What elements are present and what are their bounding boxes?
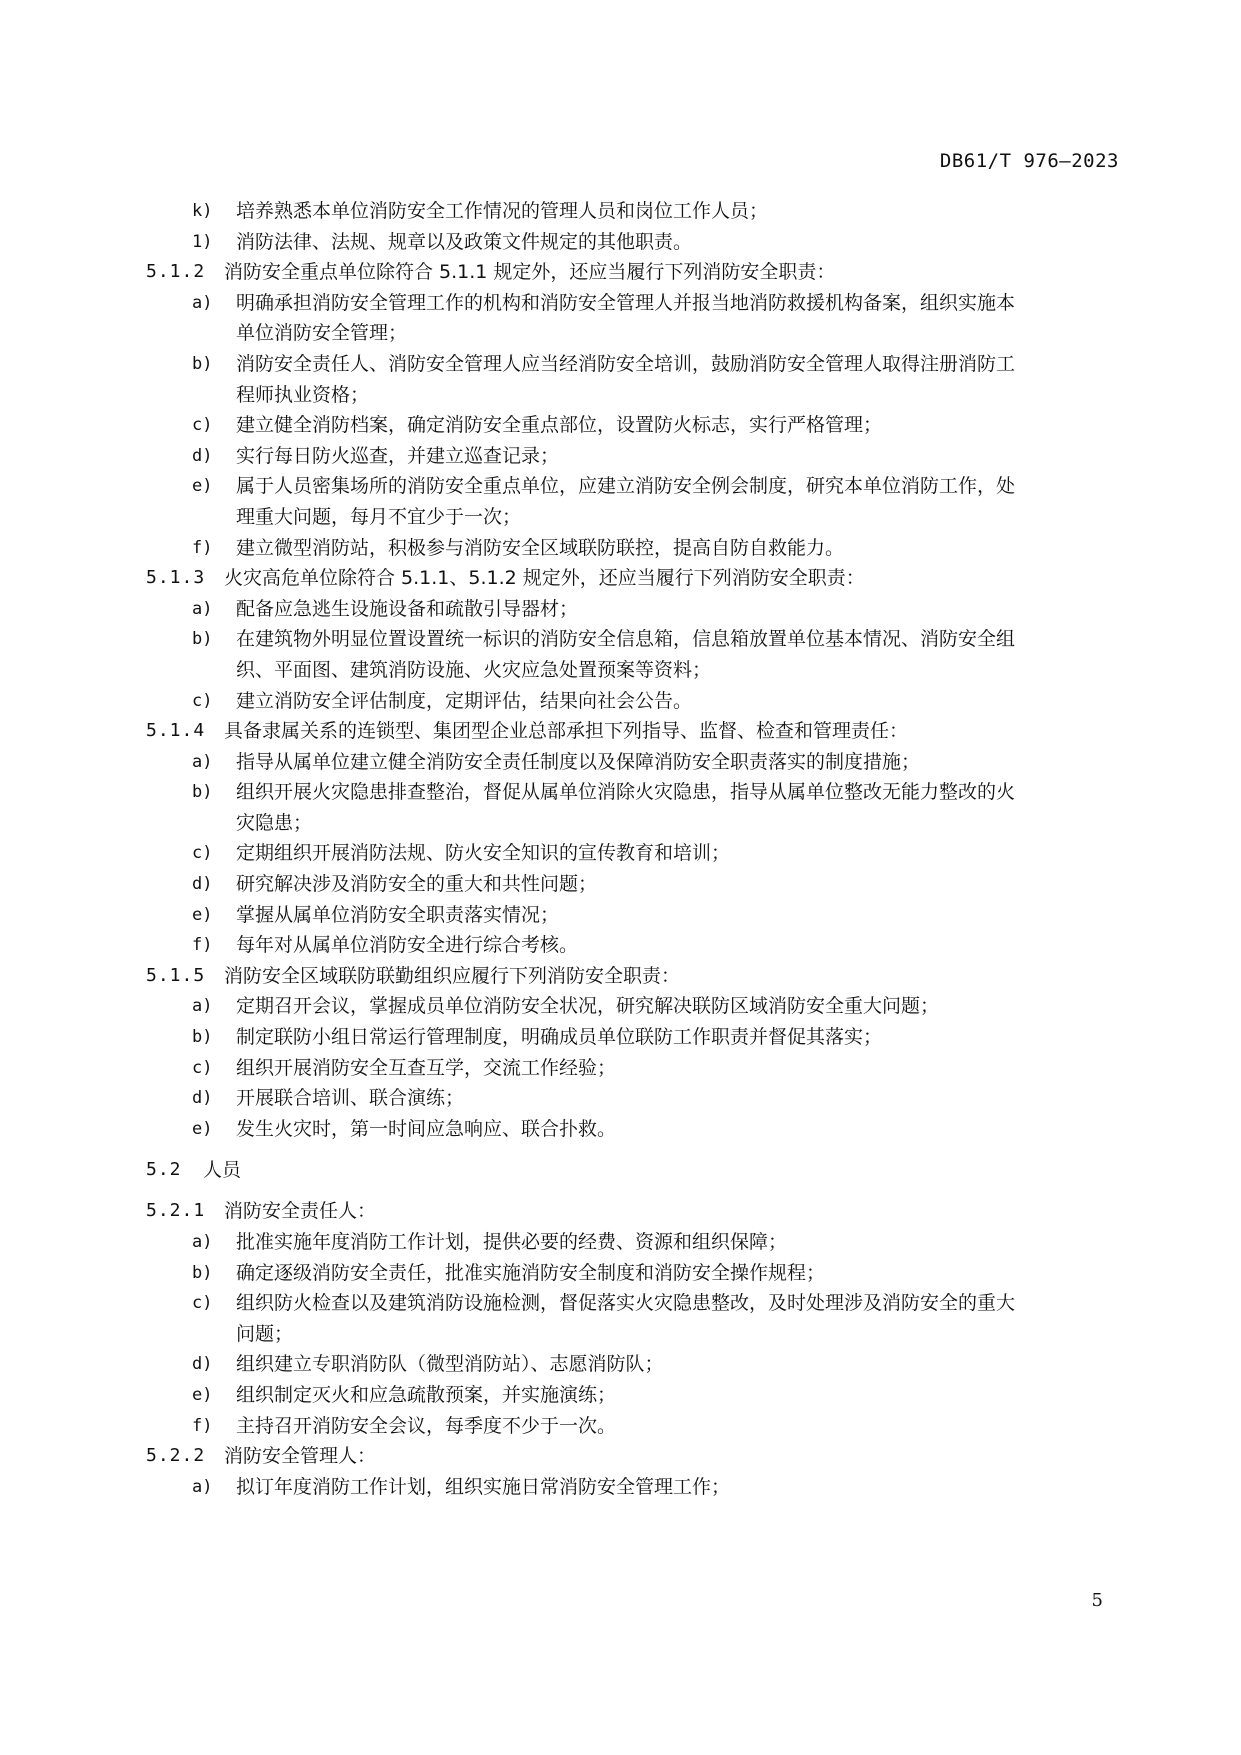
list-item	[0, 227, 1241, 258]
list-item-text: 批准实施年度消防工作计划，提供必要的经费、资源和组织保障；	[236, 1231, 788, 1253]
list-marker: a)	[192, 751, 213, 772]
list-item-text: 定期组织开展消防法规、防火安全知识的宣传教育和培训；	[236, 842, 731, 865]
clause-number: 5.2.1	[146, 1200, 206, 1222]
list-item-text: 组织开展火灾隐患排查整治，督促从属单位消除火灾隐患，指导从属单位整改无能力整改的火	[236, 781, 1016, 804]
document-code: DB61/T 976—2023	[939, 150, 1119, 172]
list-item	[0, 1022, 1241, 1053]
list-item	[0, 1380, 1241, 1411]
list-item-text: 建立健全消防档案，确定消防安全重点部位，设置防火标志，实行严格管理；	[236, 414, 883, 437]
list-marker: e)	[192, 904, 213, 925]
clause-text: 消防安全管理人：	[224, 1445, 377, 1468]
list-item	[0, 991, 1241, 1022]
clause-number: 5.1.5	[146, 964, 206, 986]
clause-text: 火灾高危单位除符合 5.1.1、5.1.2 规定外，还应当履行下列消防安全职责：	[224, 567, 865, 590]
list-item-continuation	[0, 502, 1241, 533]
list-item	[0, 594, 1241, 625]
list-marker: a)	[192, 598, 213, 619]
list-item-continuation	[0, 318, 1241, 349]
list-item-continuation	[0, 1319, 1241, 1350]
list-item-text: 实行每日防火巡查，并建立巡查记录；	[236, 444, 560, 467]
page-number: 5	[1091, 1590, 1103, 1611]
list-marker: b)	[192, 782, 213, 803]
list-item	[0, 1258, 1241, 1289]
list-item	[0, 410, 1241, 441]
continuation-text: 灾隐患；	[236, 811, 313, 834]
section-title: 人员	[203, 1159, 242, 1182]
list-item	[0, 471, 1241, 502]
list-marker: b)	[192, 353, 213, 374]
list-item	[0, 1053, 1241, 1084]
list-item-text: 建立微型消防站，积极参与消防安全区域联防联控，提高自防自救能力。	[236, 536, 845, 559]
list-item-continuation	[0, 655, 1241, 686]
list-item-text: 主持召开消防安全会议，每季度不少于一次。	[236, 1414, 617, 1437]
list-item	[0, 1472, 1241, 1503]
document-body	[0, 196, 1241, 1502]
list-marker: e)	[192, 1384, 213, 1405]
list-marker: d)	[192, 874, 213, 895]
continuation-text: 问题；	[236, 1322, 294, 1345]
clause-text: 消防安全重点单位除符合 5.1.1 规定外，还应当履行下列消防安全职责：	[224, 261, 836, 284]
list-item-text: 组织防火检查以及建筑消防设施检测，督促落实火灾隐患整改，及时处理涉及消防安全的重大	[236, 1292, 1016, 1315]
list-item	[0, 869, 1241, 900]
list-item-text: 开展联合培训、联合演练；	[236, 1087, 465, 1110]
list-item	[0, 1114, 1241, 1145]
list-item-continuation	[0, 808, 1241, 839]
list-item-continuation	[0, 380, 1241, 411]
list-item	[0, 1288, 1241, 1319]
clause-line	[0, 961, 1241, 992]
list-item-text: 组织开展消防安全互查互学，交流工作经验；	[236, 1056, 617, 1079]
list-item-text: 消防法律、法规、规章以及政策文件规定的其他职责。	[236, 230, 693, 253]
section-heading	[0, 1144, 1241, 1196]
list-item-text: 组织制定灭火和应急疏散预案，并实施演练；	[236, 1383, 617, 1406]
list-item-text: 确定逐级消防安全责任，批准实施消防安全制度和消防安全操作规程；	[236, 1261, 826, 1284]
list-item-text: 培养熟悉本单位消防安全工作情况的管理人员和岗位工作人员；	[236, 200, 769, 222]
clause-text: 消防安全责任人：	[224, 1200, 377, 1223]
list-item-text: 研究解决涉及消防安全的重大和共性问题；	[236, 873, 598, 896]
list-item	[0, 930, 1241, 961]
clause-number: 5.1.2	[146, 261, 206, 283]
list-marker: b)	[192, 1027, 213, 1048]
list-marker: d)	[192, 445, 213, 466]
list-marker: f)	[192, 1415, 213, 1436]
list-marker: c)	[192, 690, 213, 711]
list-marker: 1)	[192, 231, 213, 252]
list-marker: c)	[192, 1057, 213, 1078]
list-item-text: 属于人员密集场所的消防安全重点单位，应建立消防安全例会制度，研究本单位消防工作，处	[236, 475, 1016, 498]
list-item	[0, 1411, 1241, 1442]
list-item-text: 指导从属单位建立健全消防安全责任制度以及保障消防安全职责落实的制度措施；	[236, 750, 921, 773]
clause-text: 具备隶属关系的连锁型、集团型企业总部承担下列指导、监督、检查和管理责任：	[224, 720, 909, 743]
list-marker: e)	[192, 1118, 213, 1139]
continuation-text: 理重大问题，每月不宜少于一次；	[236, 505, 522, 528]
list-item	[0, 288, 1241, 319]
list-marker: a)	[192, 1476, 213, 1497]
clause-line	[0, 1441, 1241, 1472]
list-item	[0, 533, 1241, 564]
list-item	[0, 196, 1241, 227]
list-item-text: 定期召开会议，掌握成员单位消防安全状况，研究解决联防区域消防安全重大问题；	[236, 995, 940, 1018]
clause-line	[0, 1196, 1241, 1227]
list-marker: d)	[192, 1088, 213, 1109]
list-item-text: 发生火灾时，第一时间应急响应、联合扑救。	[236, 1117, 617, 1140]
list-marker: c)	[192, 1293, 213, 1314]
clause-number: 5.1.3	[146, 567, 206, 589]
list-item	[0, 441, 1241, 472]
clause-number: 5.2.2	[146, 1445, 206, 1467]
list-item	[0, 686, 1241, 717]
list-marker: d)	[192, 1354, 213, 1375]
list-item	[0, 777, 1241, 808]
clause-line	[0, 257, 1241, 288]
list-item-text: 消防安全责任人、消防安全管理人应当经消防安全培训，鼓励消防安全管理人取得注册消防工	[236, 352, 1016, 375]
list-item-text: 配备应急逃生设施设备和疏散引导器材；	[236, 597, 579, 620]
list-marker: c)	[192, 415, 213, 436]
list-marker: f)	[192, 935, 213, 956]
list-marker: b)	[192, 1262, 213, 1283]
clause-number: 5.1.4	[146, 720, 206, 742]
continuation-text: 单位消防安全管理；	[236, 322, 408, 345]
list-marker: a)	[192, 996, 213, 1017]
clause-text: 消防安全区域联防联勤组织应履行下列消防安全职责：	[224, 964, 681, 987]
list-item-text: 建立消防安全评估制度，定期评估，结果向社会公告。	[236, 689, 693, 712]
list-item	[0, 900, 1241, 931]
list-item	[0, 747, 1241, 778]
list-item-text: 掌握从属单位消防安全职责落实情况；	[236, 903, 560, 926]
list-item-text: 明确承担消防安全管理工作的机构和消防安全管理人并报当地消防救援机构备案，组织实施本	[236, 291, 1016, 314]
list-item	[0, 624, 1241, 655]
list-marker: e)	[192, 476, 213, 497]
list-item-text: 组织建立专职消防队（微型消防站）、志愿消防队；	[236, 1353, 664, 1376]
clause-line	[0, 716, 1241, 747]
list-marker: b)	[192, 629, 213, 650]
continuation-text: 程师执业资格；	[236, 383, 370, 406]
section-number: 5.2	[146, 1159, 182, 1181]
list-marker: a)	[192, 292, 213, 313]
list-item-text: 每年对从属单位消防安全进行综合考核。	[236, 934, 579, 957]
list-item-text: 在建筑物外明显位置设置统一标识的消防安全信息箱，信息箱放置单位基本情况、消防安全组	[236, 628, 1016, 651]
list-marker: c)	[192, 843, 213, 864]
list-item	[0, 838, 1241, 869]
list-item-text: 拟订年度消防工作计划，组织实施日常消防安全管理工作；	[236, 1475, 731, 1498]
clause-line	[0, 563, 1241, 594]
list-marker: a)	[192, 1232, 213, 1252]
list-marker: k)	[192, 201, 213, 221]
list-item-text: 制定联防小组日常运行管理制度，明确成员单位联防工作职责并督促其落实；	[236, 1026, 883, 1049]
continuation-text: 织、平面图、建筑消防设施、火灾应急处置预案等资料；	[236, 658, 712, 681]
list-marker: f)	[192, 537, 213, 558]
list-item	[0, 1349, 1241, 1380]
list-item	[0, 1227, 1241, 1258]
list-item	[0, 1083, 1241, 1114]
list-item	[0, 349, 1241, 380]
